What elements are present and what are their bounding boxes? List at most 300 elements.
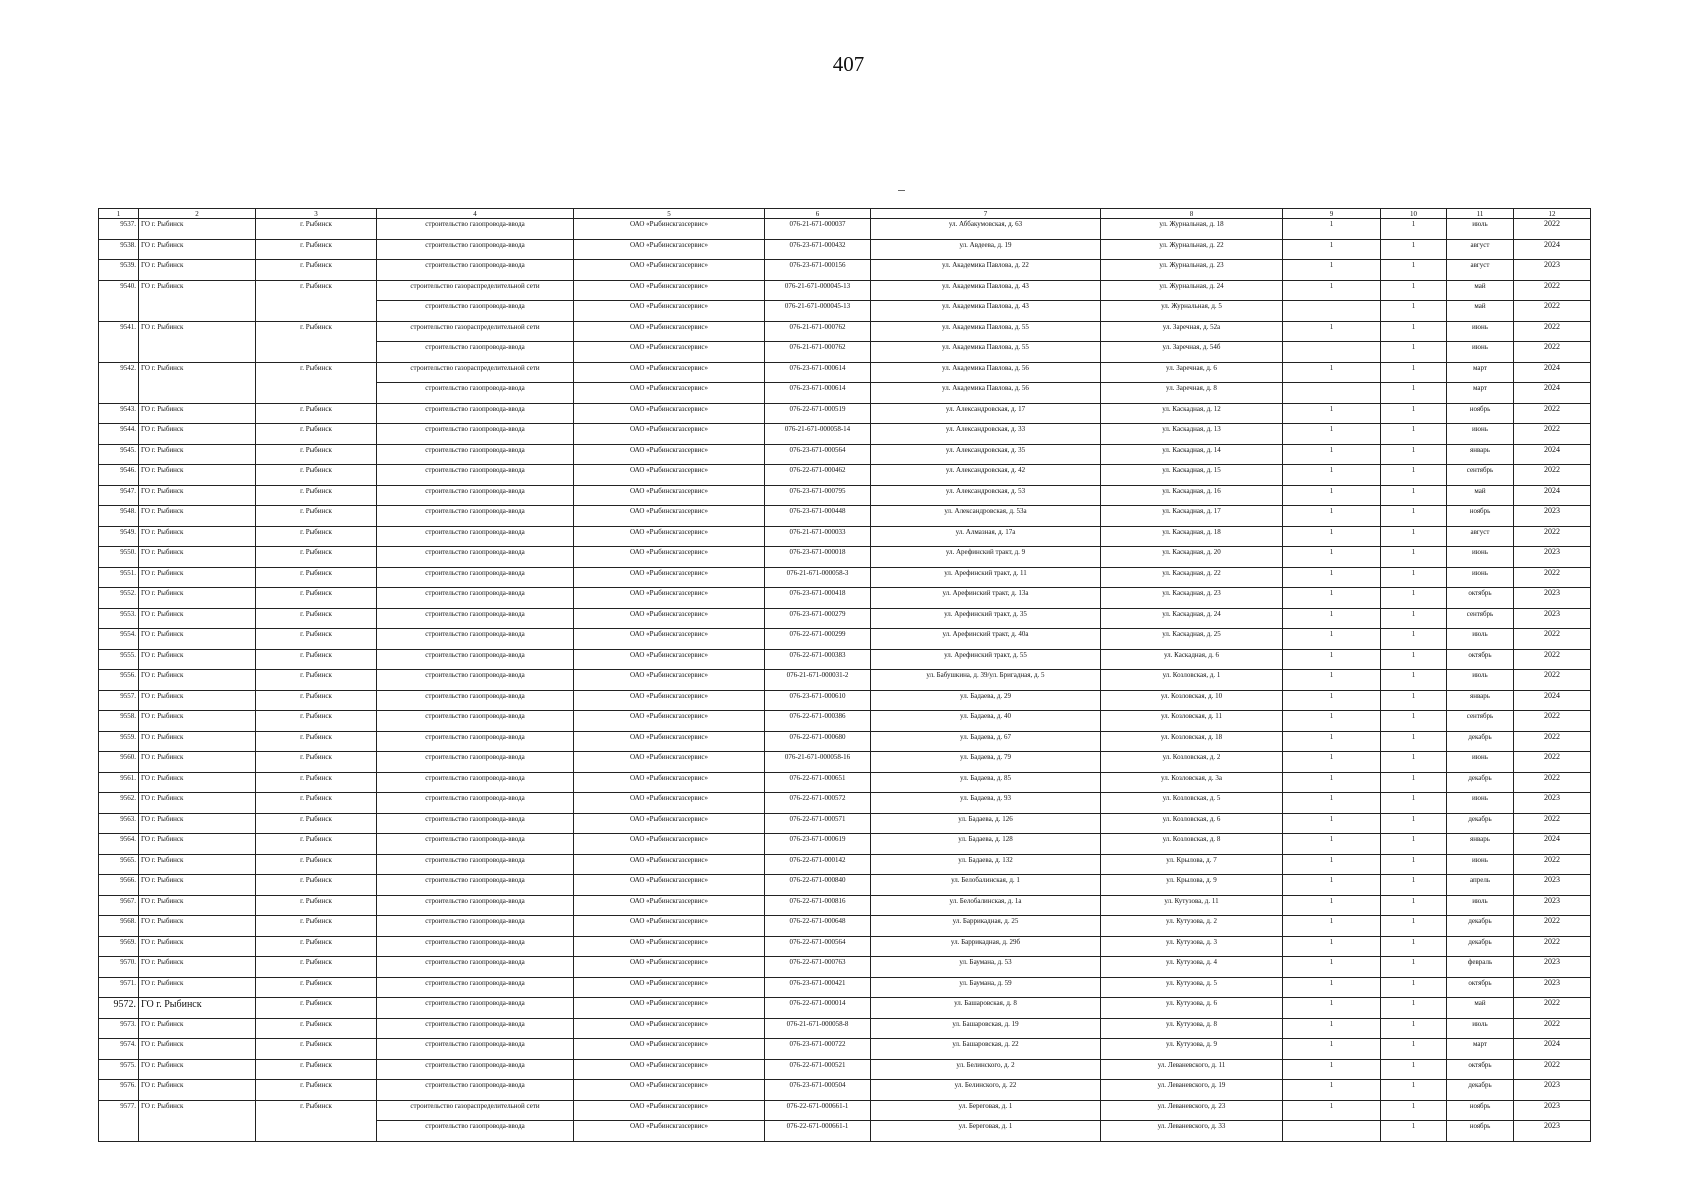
municipality: ГО г. Рыбинск (139, 731, 256, 752)
organization: ОАО «Рыбинскгазсервис» (574, 383, 765, 404)
work-type: строительство газопровода-ввода (377, 936, 574, 957)
qty-a (1283, 1121, 1381, 1142)
object-code: 076-22-671-000519 (765, 403, 871, 424)
year: 2023 (1514, 506, 1591, 527)
address-from: ул. Береговая, д. 1 (871, 1100, 1101, 1121)
qty-b: 1 (1381, 711, 1447, 732)
object-code: 076-21-671-000033 (765, 526, 871, 547)
column-number: 7 (871, 209, 1101, 219)
organization: ОАО «Рыбинскгазсервис» (574, 854, 765, 875)
organization: ОАО «Рыбинскгазсервис» (574, 362, 765, 383)
table-row (99, 834, 1591, 855)
month: июль (1447, 895, 1514, 916)
year: 2022 (1514, 1018, 1591, 1039)
locality: г. Рыбинск (256, 834, 377, 855)
work-type: строительство газопровода-ввода (377, 588, 574, 609)
month: октябрь (1447, 588, 1514, 609)
municipality: ГО г. Рыбинск (139, 362, 256, 383)
organization: ОАО «Рыбинскгазсервис» (574, 875, 765, 896)
municipality: ГО г. Рыбинск (139, 280, 256, 301)
work-type: строительство газопровода-ввода (377, 1121, 574, 1142)
qty-b: 1 (1381, 936, 1447, 957)
month: январь (1447, 444, 1514, 465)
row-number: 9566. (99, 875, 139, 896)
month: сентябрь (1447, 608, 1514, 629)
month: июнь (1447, 854, 1514, 875)
organization: ОАО «Рыбинскгазсервис» (574, 588, 765, 609)
month: май (1447, 998, 1514, 1019)
year: 2022 (1514, 936, 1591, 957)
table-row (99, 383, 1591, 404)
municipality: ГО г. Рыбинск (139, 711, 256, 732)
organization: ОАО «Рыбинскгазсервис» (574, 813, 765, 834)
organization: ОАО «Рыбинскгазсервис» (574, 239, 765, 260)
object-code: 076-21-671-000762 (765, 342, 871, 363)
column-number: 12 (1514, 209, 1591, 219)
address-from: ул. Александровская, д. 42 (871, 465, 1101, 486)
year: 2024 (1514, 362, 1591, 383)
object-code: 076-21-671-000058-8 (765, 1018, 871, 1039)
address-from: ул. Башаровская, д. 8 (871, 998, 1101, 1019)
municipality: ГО г. Рыбинск (139, 1018, 256, 1039)
organization: ОАО «Рыбинскгазсервис» (574, 506, 765, 527)
organization: ОАО «Рыбинскгазсервис» (574, 752, 765, 773)
month: декабрь (1447, 936, 1514, 957)
year: 2023 (1514, 895, 1591, 916)
object-code: 076-23-671-000421 (765, 977, 871, 998)
qty-b: 1 (1381, 629, 1447, 650)
work-type: строительство газопровода-ввода (377, 772, 574, 793)
address-from: ул. Академика Павлова, д. 55 (871, 342, 1101, 363)
qty-a (1283, 383, 1381, 404)
qty-b: 1 (1381, 321, 1447, 342)
table-row (99, 465, 1591, 486)
work-type: строительство газопровода-ввода (377, 854, 574, 875)
municipality: ГО г. Рыбинск (139, 260, 256, 281)
locality: г. Рыбинск (256, 424, 377, 445)
organization: ОАО «Рыбинскгазсервис» (574, 670, 765, 691)
address-to: ул. Каскадная, д. 12 (1101, 403, 1283, 424)
object-code: 076-22-671-000763 (765, 957, 871, 978)
qty-b: 1 (1381, 1039, 1447, 1060)
month: июль (1447, 629, 1514, 650)
municipality: ГО г. Рыбинск (139, 588, 256, 609)
address-to: ул. Крылова, д. 9 (1101, 875, 1283, 896)
address-to: ул. Каскадная, д. 22 (1101, 567, 1283, 588)
work-type: строительство газопровода-ввода (377, 977, 574, 998)
column-number: 1 (99, 209, 139, 219)
locality: г. Рыбинск (256, 875, 377, 896)
organization: ОАО «Рыбинскгазсервис» (574, 424, 765, 445)
year: 2022 (1514, 321, 1591, 342)
qty-b: 1 (1381, 485, 1447, 506)
table-row (99, 752, 1591, 773)
row-number: 9556. (99, 670, 139, 691)
month: июнь (1447, 793, 1514, 814)
year: 2023 (1514, 1100, 1591, 1121)
table-row (99, 793, 1591, 814)
organization: ОАО «Рыбинскгазсервис» (574, 1100, 765, 1121)
year: 2023 (1514, 977, 1591, 998)
qty-b: 1 (1381, 239, 1447, 260)
year: 2022 (1514, 1059, 1591, 1080)
organization: ОАО «Рыбинскгазсервис» (574, 547, 765, 568)
qty-b: 1 (1381, 362, 1447, 383)
month: декабрь (1447, 772, 1514, 793)
locality: г. Рыбинск (256, 526, 377, 547)
object-code: 076-21-671-000762 (765, 321, 871, 342)
row-number: 9542. (99, 362, 139, 383)
work-type: строительство газопровода-ввода (377, 998, 574, 1019)
year: 2022 (1514, 465, 1591, 486)
locality (256, 342, 377, 363)
address-from: ул. Бадаева, д. 79 (871, 752, 1101, 773)
row-number: 9559. (99, 731, 139, 752)
address-to: ул. Журнальная, д. 18 (1101, 219, 1283, 240)
qty-a: 1 (1283, 588, 1381, 609)
table-row (99, 711, 1591, 732)
address-to: ул. Журнальная, д. 22 (1101, 239, 1283, 260)
locality: г. Рыбинск (256, 895, 377, 916)
year: 2023 (1514, 547, 1591, 568)
row-number (99, 383, 139, 404)
qty-a: 1 (1283, 465, 1381, 486)
year: 2023 (1514, 1121, 1591, 1142)
year: 2024 (1514, 690, 1591, 711)
work-type: строительство газопровода-ввода (377, 875, 574, 896)
work-type: строительство газораспределительной сети (377, 362, 574, 383)
year: 2022 (1514, 752, 1591, 773)
table-row (99, 957, 1591, 978)
work-type: строительство газопровода-ввода (377, 424, 574, 445)
address-from: ул. Бадаева, д. 67 (871, 731, 1101, 752)
year: 2022 (1514, 629, 1591, 650)
qty-b: 1 (1381, 526, 1447, 547)
locality: г. Рыбинск (256, 998, 377, 1019)
object-code: 076-22-671-000521 (765, 1059, 871, 1080)
address-from: ул. Баумана, д. 53 (871, 957, 1101, 978)
address-to: ул. Каскадная, д. 6 (1101, 649, 1283, 670)
month: сентябрь (1447, 465, 1514, 486)
work-type: строительство газопровода-ввода (377, 342, 574, 363)
locality (256, 1121, 377, 1142)
address-to: ул. Козловская, д. 10 (1101, 690, 1283, 711)
address-to: ул. Заречная, д. 52а (1101, 321, 1283, 342)
table-row (99, 670, 1591, 691)
address-from: ул. Арефинский тракт, д. 40а (871, 629, 1101, 650)
object-code: 076-23-671-000795 (765, 485, 871, 506)
row-number: 9573. (99, 1018, 139, 1039)
qty-a: 1 (1283, 1080, 1381, 1101)
organization: ОАО «Рыбинскгазсервис» (574, 793, 765, 814)
year: 2022 (1514, 998, 1591, 1019)
locality: г. Рыбинск (256, 506, 377, 527)
table-row (99, 485, 1591, 506)
organization: ОАО «Рыбинскгазсервис» (574, 957, 765, 978)
qty-b: 1 (1381, 957, 1447, 978)
locality: г. Рыбинск (256, 485, 377, 506)
organization: ОАО «Рыбинскгазсервис» (574, 301, 765, 322)
object-code: 076-23-671-000619 (765, 834, 871, 855)
qty-a: 1 (1283, 280, 1381, 301)
object-code: 076-23-671-000610 (765, 690, 871, 711)
municipality: ГО г. Рыбинск (139, 875, 256, 896)
row-number: 9543. (99, 403, 139, 424)
object-code: 076-23-671-000504 (765, 1080, 871, 1101)
locality: г. Рыбинск (256, 567, 377, 588)
organization: ОАО «Рыбинскгазсервис» (574, 1121, 765, 1142)
address-to: ул. Каскадная, д. 13 (1101, 424, 1283, 445)
qty-b: 1 (1381, 813, 1447, 834)
address-to: ул. Журнальная, д. 24 (1101, 280, 1283, 301)
qty-b: 1 (1381, 1059, 1447, 1080)
year: 2023 (1514, 608, 1591, 629)
year: 2022 (1514, 916, 1591, 937)
row-number: 9575. (99, 1059, 139, 1080)
month: июль (1447, 1018, 1514, 1039)
row-number: 9545. (99, 444, 139, 465)
qty-b: 1 (1381, 1100, 1447, 1121)
address-to: ул. Заречная, д. 6 (1101, 362, 1283, 383)
work-type: строительство газопровода-ввода (377, 383, 574, 404)
locality: г. Рыбинск (256, 239, 377, 260)
address-from: ул. Бадаева, д. 93 (871, 793, 1101, 814)
year: 2022 (1514, 772, 1591, 793)
municipality: ГО г. Рыбинск (139, 895, 256, 916)
municipality: ГО г. Рыбинск (139, 772, 256, 793)
table-row (99, 772, 1591, 793)
locality: г. Рыбинск (256, 670, 377, 691)
address-to: ул. Кутузова, д. 8 (1101, 1018, 1283, 1039)
qty-a: 1 (1283, 977, 1381, 998)
qty-a: 1 (1283, 813, 1381, 834)
qty-b: 1 (1381, 424, 1447, 445)
table-row (99, 936, 1591, 957)
qty-b: 1 (1381, 731, 1447, 752)
address-to: ул. Козловская, д. 3а (1101, 772, 1283, 793)
address-to: ул. Каскадная, д. 16 (1101, 485, 1283, 506)
row-number (99, 301, 139, 322)
work-type: строительство газопровода-ввода (377, 567, 574, 588)
municipality: ГО г. Рыбинск (139, 998, 256, 1019)
month: декабрь (1447, 731, 1514, 752)
municipality: ГО г. Рыбинск (139, 239, 256, 260)
object-code: 076-22-671-000680 (765, 731, 871, 752)
address-from: ул. Александровская, д. 53а (871, 506, 1101, 527)
municipality: ГО г. Рыбинск (139, 567, 256, 588)
qty-a: 1 (1283, 670, 1381, 691)
work-type: строительство газопровода-ввода (377, 219, 574, 240)
qty-a: 1 (1283, 875, 1381, 896)
address-to: ул. Каскадная, д. 17 (1101, 506, 1283, 527)
municipality: ГО г. Рыбинск (139, 526, 256, 547)
row-number: 9563. (99, 813, 139, 834)
address-from: ул. Бабушкина, д. 39/ул. Бригадная, д. 5 (871, 670, 1101, 691)
object-code: 076-21-671-000058-14 (765, 424, 871, 445)
address-to: ул. Козловская, д. 1 (1101, 670, 1283, 691)
month: март (1447, 383, 1514, 404)
column-number: 6 (765, 209, 871, 219)
organization: ОАО «Рыбинскгазсервис» (574, 1039, 765, 1060)
address-from: ул. Арефинский тракт, д. 55 (871, 649, 1101, 670)
address-from: ул. Арефинский тракт, д. 9 (871, 547, 1101, 568)
table-row (99, 567, 1591, 588)
row-number: 9565. (99, 854, 139, 875)
row-number: 9539. (99, 260, 139, 281)
qty-b: 1 (1381, 280, 1447, 301)
table-row (99, 219, 1591, 240)
address-to: ул. Кутузова, д. 9 (1101, 1039, 1283, 1060)
qty-a: 1 (1283, 1059, 1381, 1080)
organization: ОАО «Рыбинскгазсервис» (574, 731, 765, 752)
qty-b: 1 (1381, 465, 1447, 486)
address-from: ул. Башаровская, д. 19 (871, 1018, 1101, 1039)
year: 2022 (1514, 342, 1591, 363)
municipality: ГО г. Рыбинск (139, 219, 256, 240)
table-row (99, 588, 1591, 609)
qty-a: 1 (1283, 752, 1381, 773)
qty-b: 1 (1381, 998, 1447, 1019)
qty-a: 1 (1283, 444, 1381, 465)
column-number: 9 (1283, 209, 1381, 219)
organization: ОАО «Рыбинскгазсервис» (574, 649, 765, 670)
row-number: 9558. (99, 711, 139, 732)
object-code: 076-23-671-000614 (765, 383, 871, 404)
year: 2023 (1514, 875, 1591, 896)
organization: ОАО «Рыбинскгазсервис» (574, 895, 765, 916)
qty-b: 1 (1381, 895, 1447, 916)
address-from: ул. Арефинский тракт, д. 11 (871, 567, 1101, 588)
row-number: 9577. (99, 1100, 139, 1121)
qty-a: 1 (1283, 362, 1381, 383)
qty-a: 1 (1283, 711, 1381, 732)
organization: ОАО «Рыбинскгазсервис» (574, 834, 765, 855)
qty-a: 1 (1283, 485, 1381, 506)
municipality: ГО г. Рыбинск (139, 485, 256, 506)
address-to: ул. Леваневского, д. 11 (1101, 1059, 1283, 1080)
month: август (1447, 260, 1514, 281)
column-number: 11 (1447, 209, 1514, 219)
qty-a: 1 (1283, 998, 1381, 1019)
object-code: 076-22-671-000661-1 (765, 1121, 871, 1142)
work-type: строительство газопровода-ввода (377, 1018, 574, 1039)
municipality: ГО г. Рыбинск (139, 977, 256, 998)
row-number: 9540. (99, 280, 139, 301)
work-type: строительство газопровода-ввода (377, 690, 574, 711)
month: октябрь (1447, 977, 1514, 998)
table-row (99, 854, 1591, 875)
municipality (139, 383, 256, 404)
year: 2023 (1514, 588, 1591, 609)
address-from: ул. Академика Павлова, д. 56 (871, 383, 1101, 404)
locality: г. Рыбинск (256, 936, 377, 957)
municipality: ГО г. Рыбинск (139, 1059, 256, 1080)
qty-a: 1 (1283, 772, 1381, 793)
qty-a (1283, 342, 1381, 363)
locality: г. Рыбинск (256, 711, 377, 732)
address-from: ул. Бадаева, д. 40 (871, 711, 1101, 732)
table-row (99, 506, 1591, 527)
year: 2024 (1514, 834, 1591, 855)
object-code: 076-22-671-000648 (765, 916, 871, 937)
organization: ОАО «Рыбинскгазсервис» (574, 629, 765, 650)
month: апрель (1447, 875, 1514, 896)
table-row (99, 239, 1591, 260)
qty-a: 1 (1283, 547, 1381, 568)
object-code: 076-21-671-000037 (765, 219, 871, 240)
object-code: 076-22-671-000299 (765, 629, 871, 650)
qty-a: 1 (1283, 567, 1381, 588)
year: 2022 (1514, 649, 1591, 670)
object-code: 076-22-671-000651 (765, 772, 871, 793)
organization: ОАО «Рыбинскгазсервис» (574, 772, 765, 793)
month: декабрь (1447, 813, 1514, 834)
address-from: ул. Бадаева, д. 85 (871, 772, 1101, 793)
column-number: 4 (377, 209, 574, 219)
qty-a (1283, 301, 1381, 322)
work-type: строительство газопровода-ввода (377, 793, 574, 814)
object-code: 076-22-671-000014 (765, 998, 871, 1019)
address-from: ул. Академика Павлова, д. 56 (871, 362, 1101, 383)
table-row (99, 813, 1591, 834)
work-type: строительство газопровода-ввода (377, 711, 574, 732)
municipality: ГО г. Рыбинск (139, 813, 256, 834)
table-row (99, 321, 1591, 342)
address-to: ул. Леваневского, д. 23 (1101, 1100, 1283, 1121)
table-row (99, 1080, 1591, 1101)
object-code: 076-21-671-000031-2 (765, 670, 871, 691)
organization: ОАО «Рыбинскгазсервис» (574, 321, 765, 342)
month: май (1447, 301, 1514, 322)
municipality: ГО г. Рыбинск (139, 1080, 256, 1101)
municipality: ГО г. Рыбинск (139, 1039, 256, 1060)
object-code: 076-22-671-000142 (765, 854, 871, 875)
municipality (139, 342, 256, 363)
municipality: ГО г. Рыбинск (139, 608, 256, 629)
object-code: 076-22-671-000840 (765, 875, 871, 896)
table-row (99, 342, 1591, 363)
locality (256, 301, 377, 322)
qty-a: 1 (1283, 506, 1381, 527)
row-number: 9548. (99, 506, 139, 527)
address-to: ул. Каскадная, д. 14 (1101, 444, 1283, 465)
qty-a: 1 (1283, 424, 1381, 445)
table-row (99, 649, 1591, 670)
work-type: строительство газопровода-ввода (377, 670, 574, 691)
column-number: 2 (139, 209, 256, 219)
month: декабрь (1447, 916, 1514, 937)
municipality: ГО г. Рыбинск (139, 506, 256, 527)
qty-b: 1 (1381, 834, 1447, 855)
address-to: ул. Кутузова, д. 3 (1101, 936, 1283, 957)
year: 2022 (1514, 403, 1591, 424)
address-to: ул. Каскадная, д. 18 (1101, 526, 1283, 547)
qty-b: 1 (1381, 219, 1447, 240)
address-from: ул. Академика Павлова, д. 43 (871, 280, 1101, 301)
work-type: строительство газопровода-ввода (377, 957, 574, 978)
work-type: строительство газопровода-ввода (377, 916, 574, 937)
work-type: строительство газопровода-ввода (377, 1080, 574, 1101)
object-code: 076-22-671-000661-1 (765, 1100, 871, 1121)
month: октябрь (1447, 649, 1514, 670)
qty-b: 1 (1381, 977, 1447, 998)
locality (256, 383, 377, 404)
table-row (99, 1018, 1591, 1039)
object-code: 076-22-671-000571 (765, 813, 871, 834)
qty-b: 1 (1381, 752, 1447, 773)
address-to: ул. Кутузова, д. 5 (1101, 977, 1283, 998)
qty-a: 1 (1283, 649, 1381, 670)
